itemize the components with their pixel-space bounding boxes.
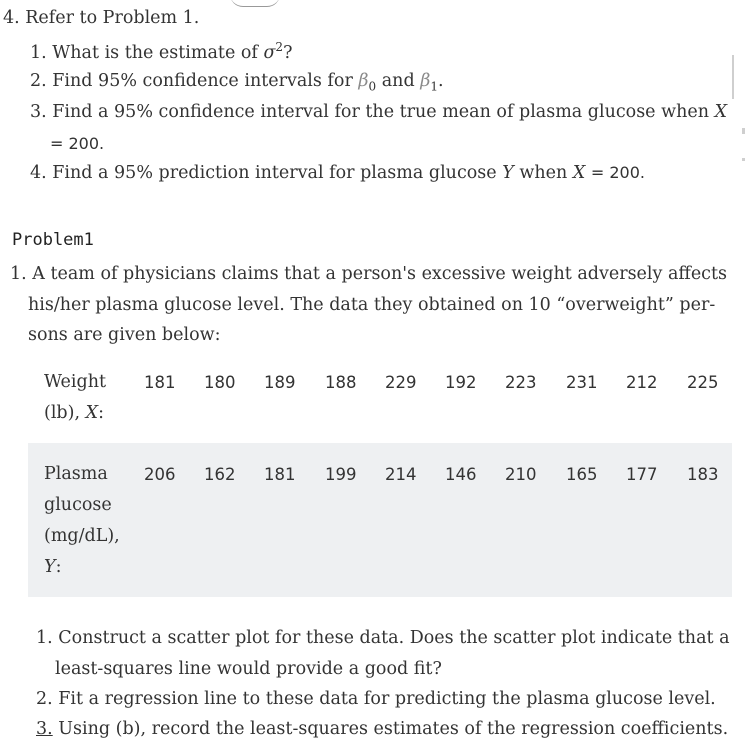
row-header: Plasma <box>44 464 108 484</box>
beta0-symbol: β <box>358 71 369 91</box>
table-cell: 165 <box>566 465 598 484</box>
question-item-continued: least-squares line would provide a good fit? <box>55 659 442 679</box>
table-cell: 180 <box>204 373 236 392</box>
right-edge-mark <box>732 55 734 99</box>
question-item: 2. Find 95% confidence intervals for $\beta_0$ and $\beta_1$. <box>30 71 444 94</box>
sigma-symbol: σ <box>263 42 276 63</box>
table-cell: 206 <box>144 465 176 484</box>
problem-text-line: 1. A team of physicians claims that a person's excessive weight adversely affects <box>10 264 727 284</box>
table-cell: 210 <box>505 465 537 484</box>
table-cell: 189 <box>264 373 296 392</box>
question-item: 2. Fit a regression line to these data for predicting the plasma glucose level. <box>36 689 716 709</box>
question-item: 1. Construct a scatter plot for these data. Does the scatter plot indicate that a <box>36 628 730 648</box>
row-header: (mg/dL), <box>44 526 120 546</box>
right-edge-mark <box>742 128 745 134</box>
table-cell: 192 <box>445 373 477 392</box>
table-cell: 214 <box>385 465 417 484</box>
table-cell: 188 <box>325 373 357 392</box>
cropped-top-bracket <box>230 0 280 7</box>
table-cell: 199 <box>325 465 357 484</box>
row-header: Y: <box>44 557 62 577</box>
question-item: 1. What is the estimate of $\sigma^2$? <box>30 40 293 63</box>
table-cell: 212 <box>626 373 658 392</box>
table-cell: 181 <box>264 465 296 484</box>
right-edge-mark <box>742 158 745 161</box>
problem-label: Problem1 <box>12 230 94 250</box>
table-cell: 225 <box>687 373 719 392</box>
question-item: 3. Find a 95% confidence interval for the true mean of plasma glucose when X <box>30 102 728 122</box>
row-header: (lb), X: <box>44 403 104 423</box>
problem-text-line: sons are given below: <box>28 325 221 345</box>
table-cell: 223 <box>505 373 537 392</box>
question-item-continued: = 200. <box>50 134 105 153</box>
table-cell: 229 <box>385 373 417 392</box>
table-cell: 231 <box>566 373 598 392</box>
row-header: Weight <box>44 372 107 392</box>
table-cell: 162 <box>204 465 236 484</box>
table-cell: 181 <box>144 373 176 392</box>
question-item: 4. Find a 95% prediction interval for plasma glucose Y when X = 200. <box>30 163 645 183</box>
row-header: glucose <box>44 495 112 515</box>
table-cell: 146 <box>445 465 477 484</box>
table-cell: 183 <box>687 465 719 484</box>
question-item: 3. Using (b), record the least-squares estimates of the regression coefficients. <box>36 719 729 739</box>
table-cell: 177 <box>626 465 658 484</box>
beta1-symbol: β <box>420 71 431 91</box>
section-heading: 4. Refer to Problem 1. <box>3 8 200 28</box>
problem-text-line: his/her plasma glucose level. The data they obtained on 10 “overweight” per- <box>28 295 716 315</box>
